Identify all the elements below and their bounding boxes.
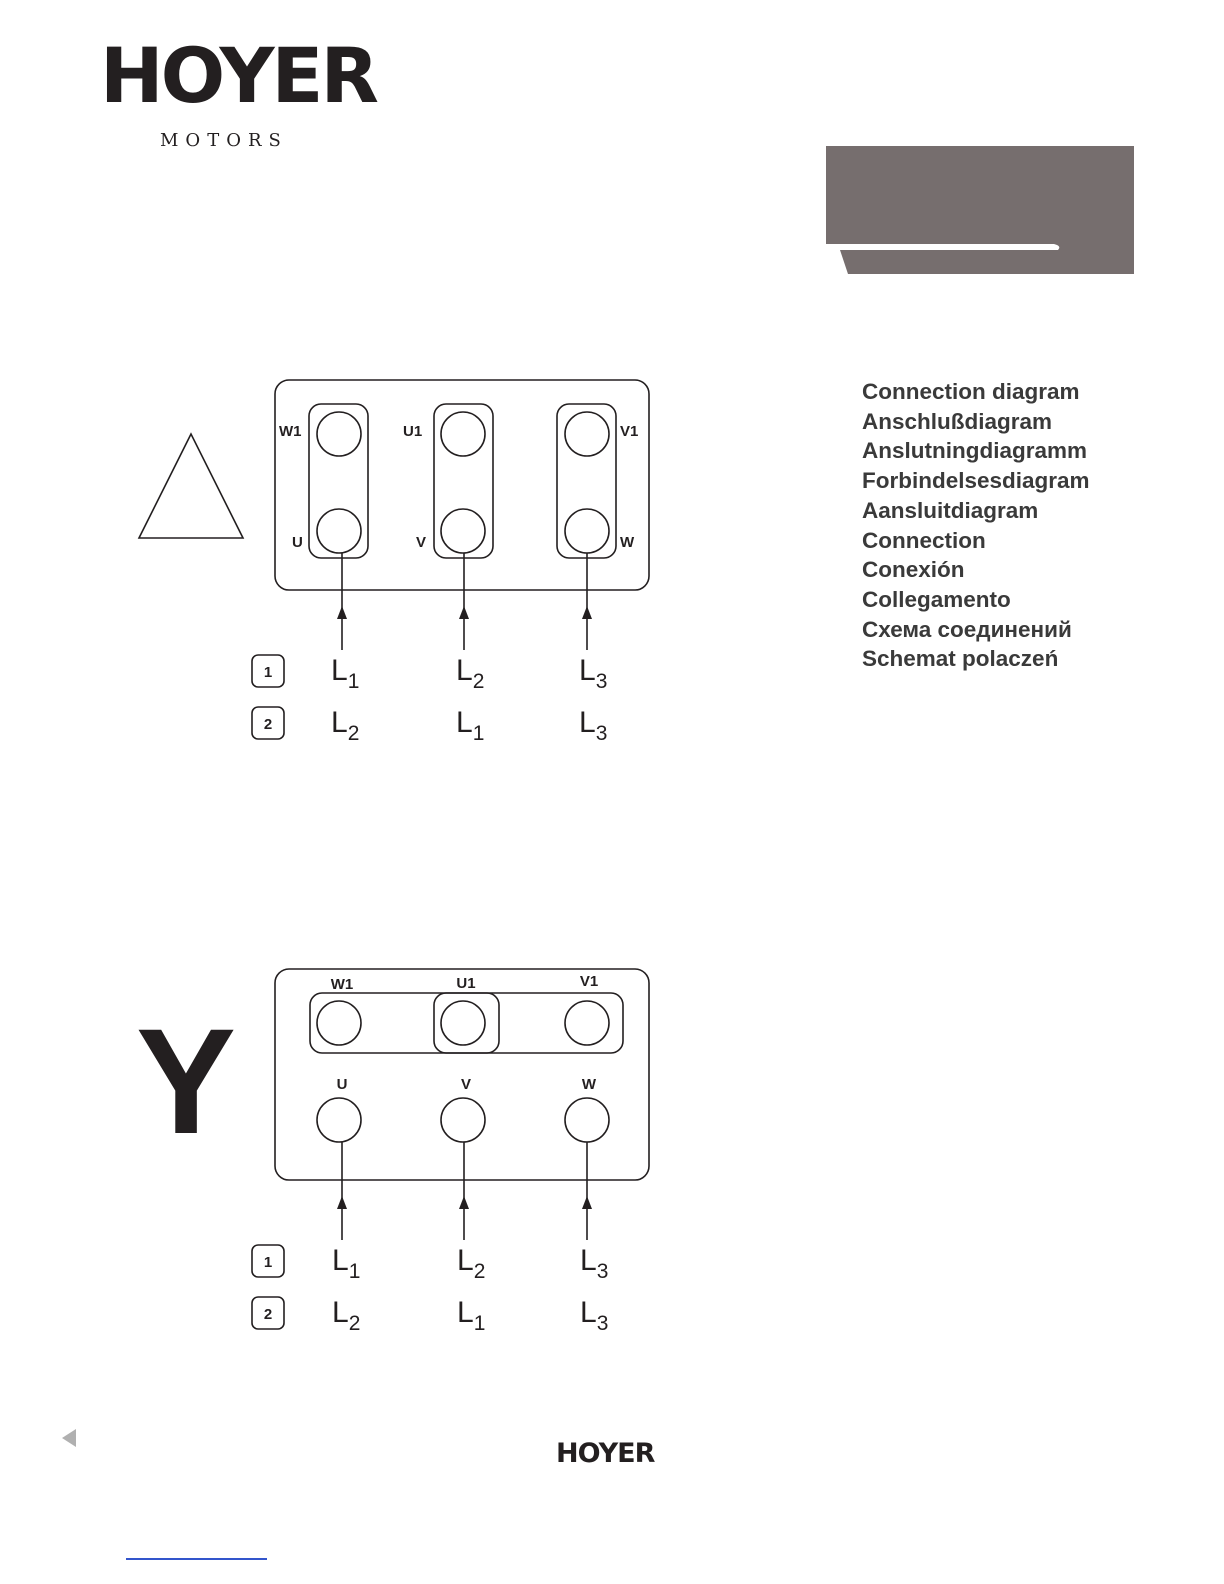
language-item: Connection	[862, 527, 986, 553]
arrow-up-icon	[337, 1196, 347, 1209]
phase-label: $L_1$	[456, 706, 485, 745]
language-item: Схема соединений	[862, 616, 1072, 642]
brand-logo: HOYER	[100, 31, 376, 120]
phase-label: $L_3$	[579, 706, 608, 745]
terminal	[565, 412, 609, 456]
terminal-label: W1	[330, 976, 354, 993]
terminal	[565, 1001, 609, 1045]
arrow-up-icon	[582, 1196, 592, 1209]
phase-label: $L_2$	[456, 654, 485, 693]
terminal	[317, 1001, 361, 1045]
delta-connection-diagram	[0, 360, 700, 760]
language-item: Conexión	[862, 557, 965, 583]
star-connection-diagram	[0, 950, 700, 1350]
arrow-up-icon	[337, 606, 347, 619]
terminal-label: U1	[403, 423, 423, 440]
terminal	[441, 1001, 485, 1045]
terminal-label: V	[460, 1076, 472, 1093]
bottom-link[interactable]	[126, 1558, 267, 1560]
phase-label: $L_1$	[457, 1296, 486, 1335]
language-item: Collegamento	[862, 586, 1011, 612]
phase-label: $L_2$	[331, 706, 360, 745]
terminal	[317, 412, 361, 456]
header-block	[826, 146, 1136, 278]
terminal	[441, 1098, 485, 1142]
terminal-label: U1	[456, 975, 476, 992]
terminal-label: W1	[279, 423, 302, 440]
phase-label: $L_3$	[580, 1296, 609, 1335]
terminal-label: V	[416, 534, 427, 551]
footer-logo: HOYER	[556, 1438, 655, 1469]
star-symbol: Y	[135, 997, 237, 1165]
sequence-number: 2	[263, 1306, 273, 1323]
language-item: Aansluitdiagram	[862, 497, 1039, 523]
sequence-number: 1	[263, 1254, 273, 1271]
language-item: Anslutningdiagramm	[862, 438, 1088, 464]
terminal-label: U	[292, 534, 303, 551]
language-item: Forbindelsesdiagram	[862, 468, 1090, 494]
delta-triangle-icon	[139, 434, 243, 538]
language-item: Anschlußdiagram	[862, 408, 1053, 434]
arrow-up-icon	[459, 606, 469, 619]
language-item: Connection diagram	[862, 379, 1080, 404]
arrow-up-icon	[459, 1196, 469, 1209]
terminal	[317, 509, 361, 553]
terminal-label: U	[336, 1076, 348, 1093]
phase-label: $L_3$	[579, 654, 608, 693]
previous-page-icon[interactable]	[60, 1428, 78, 1448]
sequence-number: 2	[263, 716, 273, 733]
sequence-number: 1	[263, 664, 273, 681]
phase-label: $L_1$	[331, 654, 360, 693]
terminal-label: W	[581, 1076, 597, 1093]
terminal-label: V1	[579, 973, 599, 990]
terminal-label: W	[620, 534, 635, 551]
phase-label: $L_2$	[332, 1296, 361, 1335]
language-list	[862, 377, 1090, 674]
terminal	[441, 412, 485, 456]
brand-subtitle: MOTORS	[160, 130, 288, 151]
arrow-up-icon	[582, 606, 592, 619]
terminal	[565, 1098, 609, 1142]
terminal	[565, 509, 609, 553]
terminal	[317, 1098, 361, 1142]
terminal-label: V1	[620, 423, 639, 440]
language-item: Schemat polaczeń	[862, 646, 1059, 672]
phase-label: $L_1$	[332, 1244, 361, 1283]
terminal	[441, 509, 485, 553]
phase-label: $L_2$	[457, 1244, 486, 1283]
phase-label: $L_3$	[580, 1244, 609, 1283]
